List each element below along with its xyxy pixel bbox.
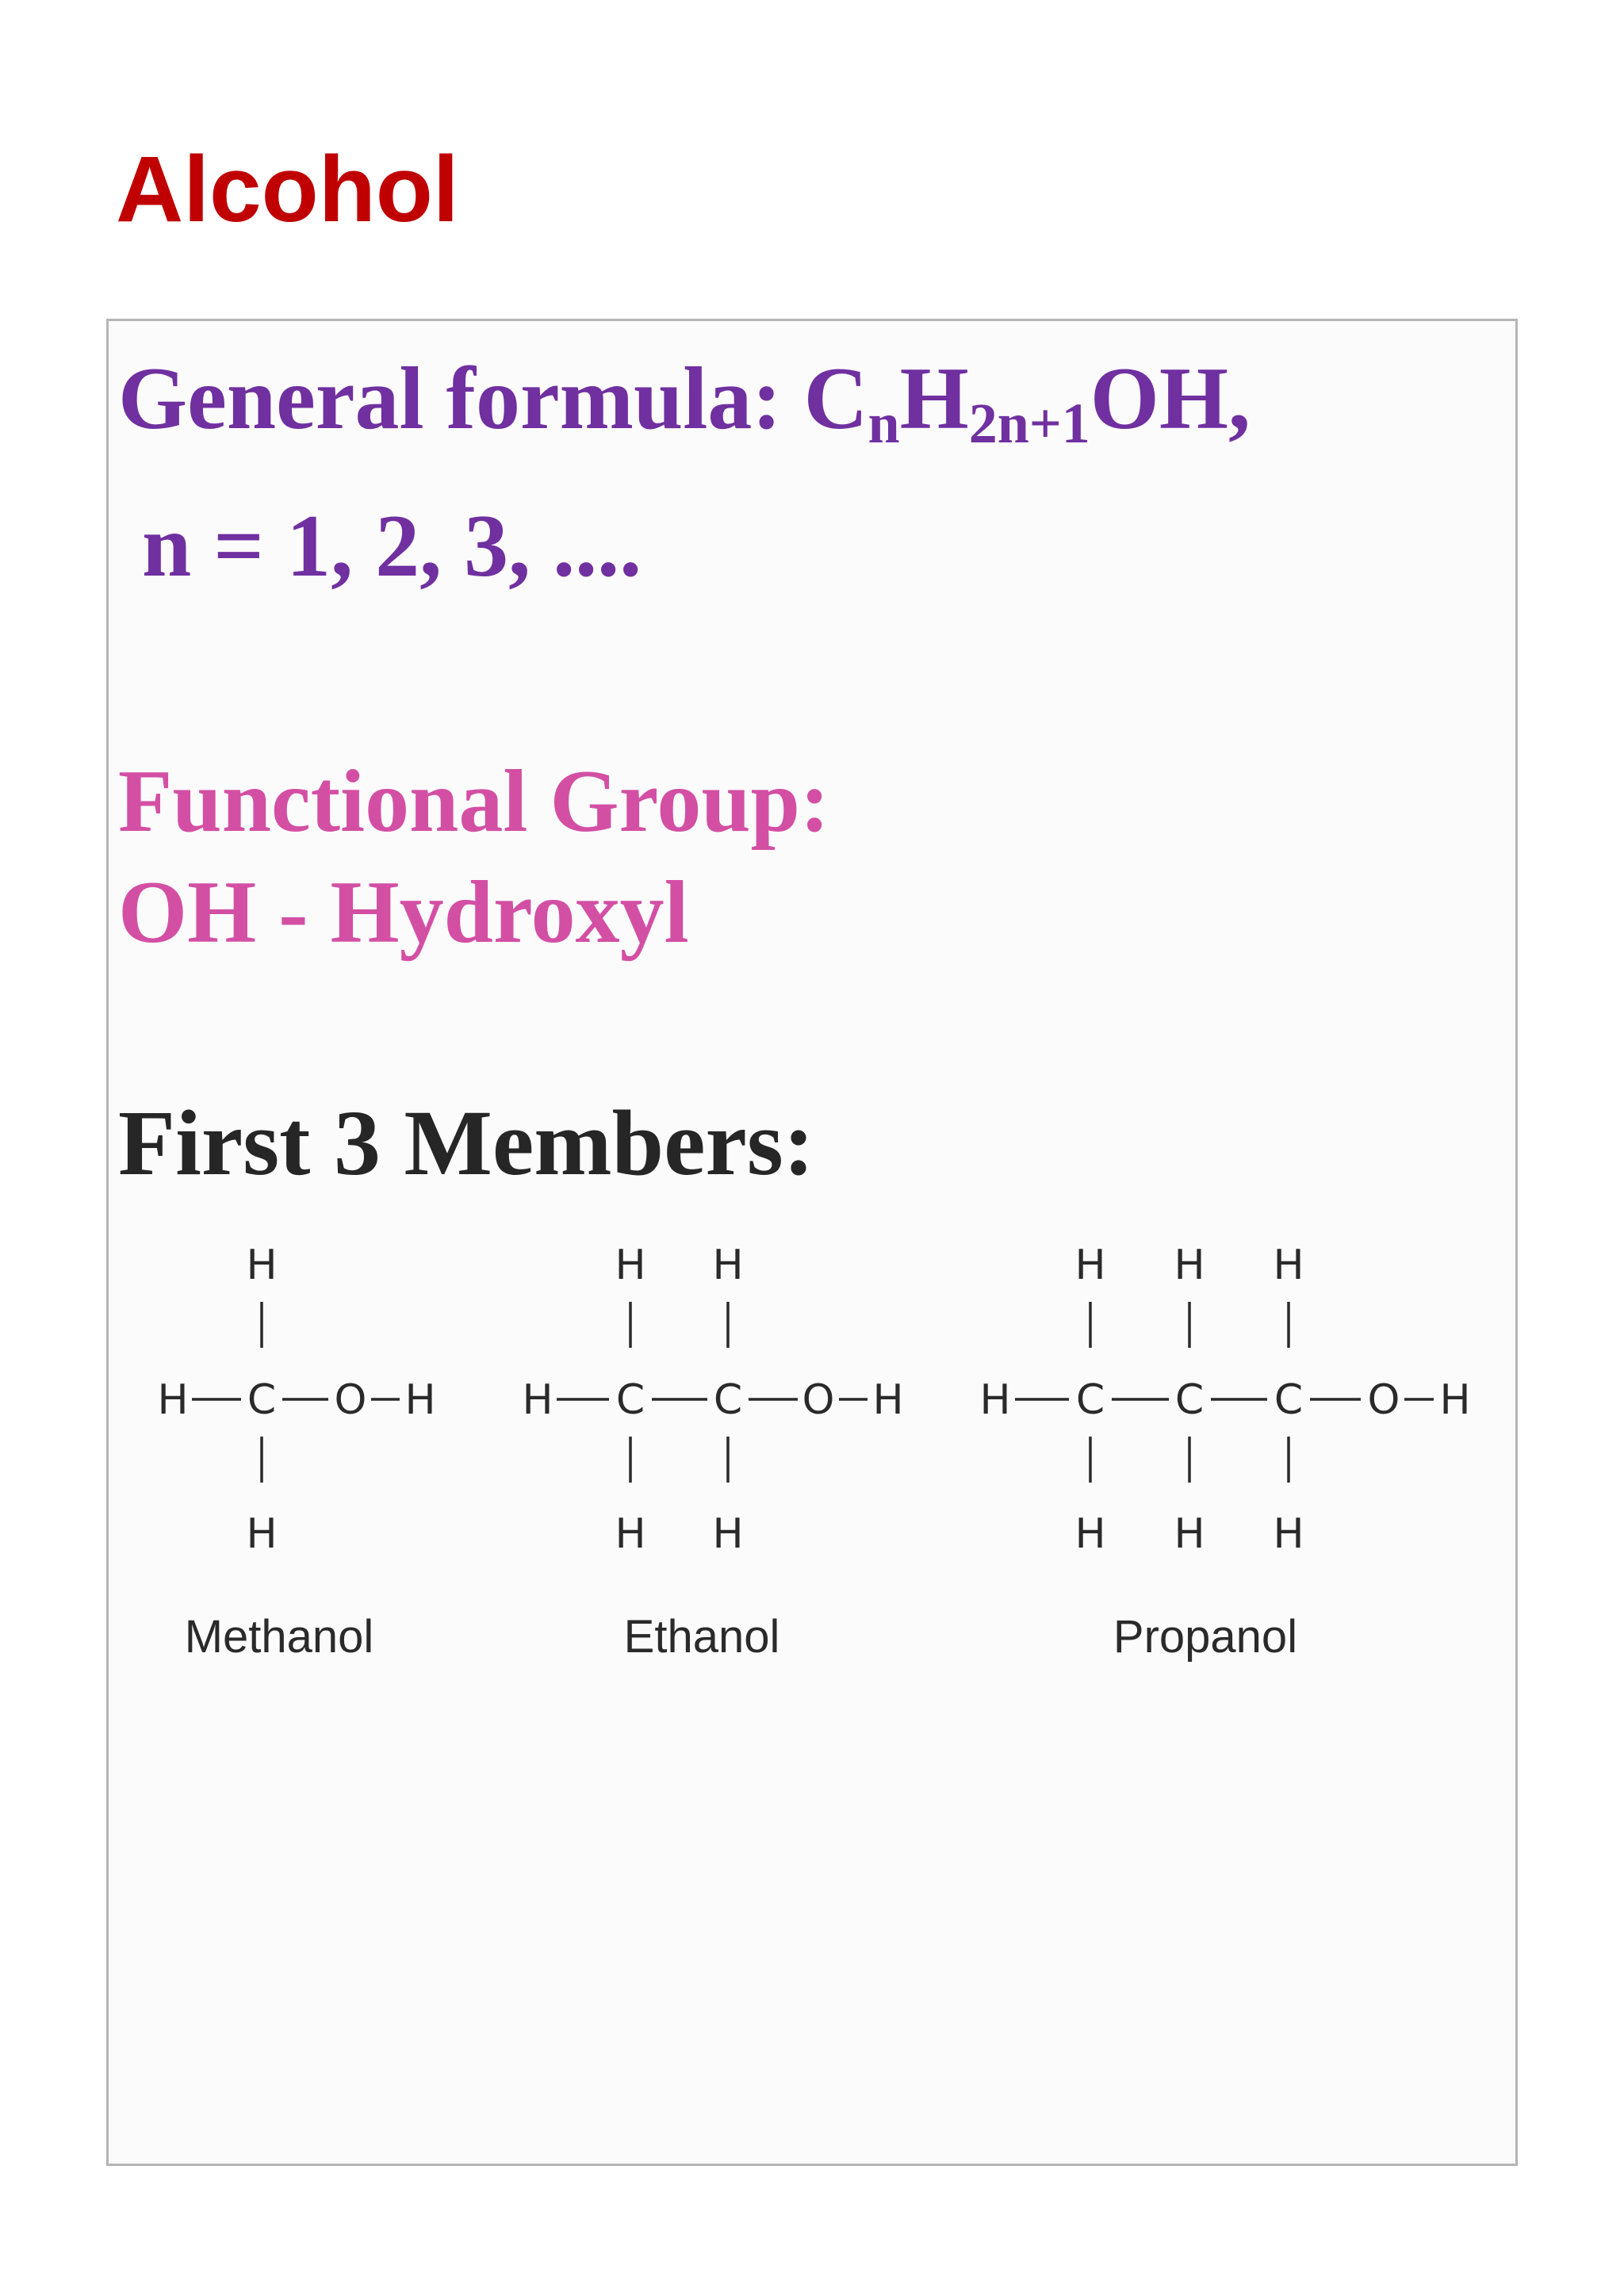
- propanol-atom-h-top-2: H: [1174, 1242, 1205, 1289]
- methanol-atom-h-bottom: H: [246, 1510, 278, 1558]
- functional-group-heading: Functional Group:: [118, 752, 830, 851]
- ethanol-structure: [522, 1242, 903, 1663]
- propanol-atom-h-top-1: H: [1074, 1242, 1106, 1289]
- formula-hydrogen: H: [899, 350, 969, 448]
- ethanol-atom-h-bottom-1: H: [615, 1510, 646, 1558]
- ethanol-atom-h-bottom-2: H: [712, 1510, 744, 1558]
- ethanol-atom-h-left: H: [522, 1376, 553, 1424]
- methanol-atom-h-left: H: [157, 1376, 189, 1424]
- ethanol-atom-h-top-2: H: [712, 1242, 744, 1289]
- ethanol-atom-o: O: [802, 1376, 835, 1424]
- propanol-atom-c-2: C: [1174, 1376, 1205, 1424]
- methanol-atom-h-right: H: [404, 1376, 436, 1424]
- propanol-atom-h-right: H: [1439, 1376, 1471, 1424]
- page-title: Alcohol: [116, 137, 459, 242]
- propanol-atom-c-1: C: [1075, 1376, 1105, 1424]
- propanol-atom-c-3: C: [1274, 1376, 1304, 1424]
- propanol-atom-h-bottom-1: H: [1074, 1510, 1106, 1558]
- propanol-structure: [979, 1242, 1470, 1663]
- formula-prefix: General formula: C: [118, 350, 868, 448]
- propanol-atom-h-bottom-3: H: [1273, 1510, 1304, 1558]
- propanol-atom-h-bottom-2: H: [1174, 1510, 1205, 1558]
- methanol-atom-c: C: [247, 1376, 277, 1424]
- formula-subscript-n: n: [868, 392, 900, 455]
- methanol-structure: [157, 1242, 435, 1663]
- n-values: n = 1, 2, 3, ....: [142, 497, 642, 595]
- formula-subscript-2n1: 2n+1: [968, 392, 1090, 455]
- methanol-atom-o: O: [334, 1376, 367, 1424]
- propanol-atom-o: O: [1367, 1376, 1400, 1424]
- formula-suffix: OH,: [1090, 350, 1251, 448]
- methanol-atom-h-top: H: [246, 1242, 278, 1289]
- ethanol-label: Ethanol: [623, 1611, 780, 1663]
- ethanol-atom-c-2: C: [713, 1376, 743, 1424]
- propanol-label: Propanol: [1113, 1611, 1298, 1663]
- ethanol-atom-h-right: H: [872, 1376, 904, 1424]
- ethanol-atom-h-top-1: H: [615, 1242, 646, 1289]
- ethanol-atom-c-1: C: [615, 1376, 645, 1424]
- propanol-atom-h-top-3: H: [1273, 1242, 1304, 1289]
- functional-group-name: OH - Hydroxyl: [118, 863, 689, 962]
- methanol-label: Methanol: [184, 1611, 374, 1663]
- propanol-atom-h-left: H: [979, 1376, 1011, 1424]
- members-heading: First 3 Members:: [118, 1091, 815, 1195]
